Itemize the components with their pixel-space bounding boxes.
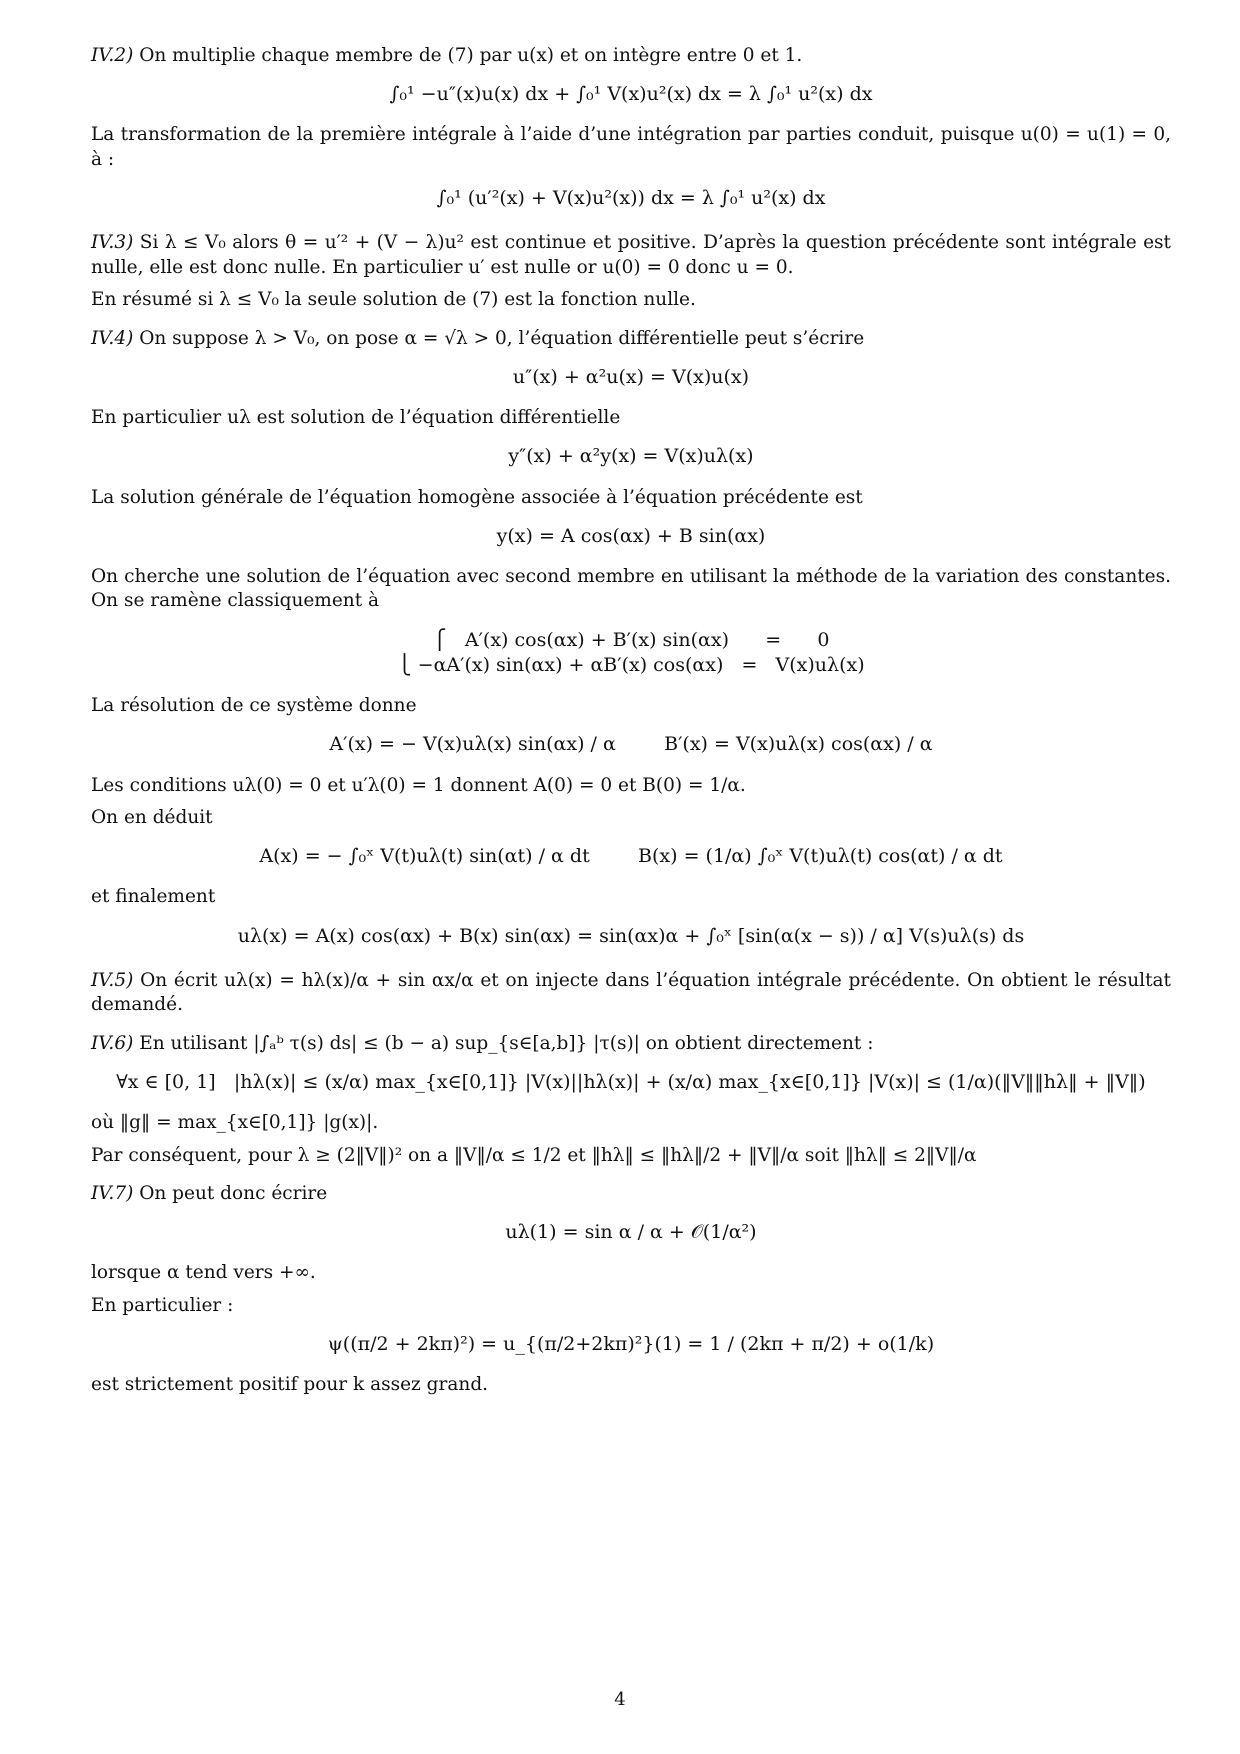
paragraph: est strictement positif pour k assez grand. xyxy=(91,1374,489,1396)
question-text: On peut donc écrire xyxy=(139,1182,328,1204)
equation: ψ((π/2 + 2kπ)²) = u_{(π/2+2kπ)²}(1) = 1 / (2kπ + π/2) + o(1/k) xyxy=(327,1333,935,1356)
paragraph: On cherche une solution de l’équation avec second membre en utilisant la méthode de la variation des constantes. On se ramène classiquement à xyxy=(91,566,1171,612)
paragraph: où ‖g‖ = max_{x∈[0,1]} |g(x)|. xyxy=(91,1112,379,1134)
equation: A(x) = − ∫₀ˣ V(t)uλ(t) sin(αt) / α dt B(x) = (1/α) ∫₀ˣ V(t)uλ(t) cos(αt) / α dt xyxy=(259,845,1003,868)
question-iv2 xyxy=(91,44,1171,68)
question-label: IV.7) xyxy=(91,1182,134,1204)
equation: u″(x) + α²u(x) = V(x)u(x) xyxy=(512,366,750,388)
question-label: IV.4) xyxy=(91,327,134,349)
question-label: IV.6) xyxy=(91,1032,134,1054)
equation: ∫₀¹ (u′²(x) + V(x)u²(x)) dx = λ ∫₀¹ u²(x) dx xyxy=(436,187,826,210)
question-iv5 xyxy=(91,969,1171,1018)
question-iv4 xyxy=(91,327,1171,351)
question-text: On suppose λ > V₀, on pose α = √λ > 0, l’équation différentielle peut s’écrire xyxy=(139,327,865,349)
paragraph: Par conséquent, pour λ ≥ (2‖V‖)² on a ‖V‖/α ≤ 1/2 et ‖hλ‖ ≤ ‖hλ‖/2 + ‖V‖/α soit ‖hλ‖ ≤ 2‖V‖/α xyxy=(91,1144,977,1166)
equation: ∀x ∈ [0, 1] |hλ(x)| ≤ (x/α) max_{x∈[0,1]} |V(x)||hλ(x)| + (x/α) max_{x∈[0,1]} |V(x)| ≤ (1/α)(‖V‖‖hλ‖ + ‖V‖) xyxy=(116,1071,1146,1094)
paragraph: On en déduit xyxy=(91,806,213,828)
equation: uλ(1) = sin α / α + 𝒪(1/α²) xyxy=(505,1221,757,1244)
paragraph: et finalement xyxy=(91,886,216,908)
equation: ∫₀¹ −u″(x)u(x) dx + ∫₀¹ V(x)u²(x) dx = λ ∫₀¹ u²(x) dx xyxy=(389,83,873,106)
page-content xyxy=(91,44,1171,1406)
paragraph: En résumé si λ ≤ V₀ la seule solution de (7) est la fonction nulle. xyxy=(91,289,696,311)
question-text: En utilisant |∫ₐᵇ τ(s) ds| ≤ (b − a) sup_{s∈[a,b]} |τ(s)| on obtient directement : xyxy=(139,1032,874,1054)
question-text: Si λ ≤ V₀ alors θ = u′² + (V − λ)u² est continue et positive. D’après la question précédente sont intégrale est nulle, elle est donc nulle. En particulier u′ est nulle or u(0) = 0 donc u = 0. xyxy=(91,232,1171,278)
question-iv3 xyxy=(91,231,1171,280)
paragraph: La résolution de ce système donne xyxy=(91,695,417,717)
equation: A′(x) = − V(x)uλ(x) sin(αx) / α B′(x) = V(x)uλ(x) cos(αx) / α xyxy=(329,733,933,756)
paragraph: La solution générale de l’équation homogène associée à l’équation précédente est xyxy=(91,486,863,508)
question-iv7 xyxy=(91,1182,1171,1206)
page-number: 4 xyxy=(614,1689,626,1710)
question-label: IV.5) xyxy=(91,969,134,991)
equation: uλ(x) = A(x) cos(αx) + B(x) sin(αx) = sin(αx)α + ∫₀ˣ [sin(α(x − s)) / α] V(s)uλ(s) ds xyxy=(237,924,1025,947)
paragraph: En particulier : xyxy=(91,1294,234,1316)
question-label: IV.3) xyxy=(91,232,134,254)
question-text: On multiplie chaque membre de (7) par u(x) et on intègre entre 0 et 1. xyxy=(139,45,803,66)
equation: y(x) = A cos(αx) + B sin(αx) xyxy=(496,524,766,547)
question-label: IV.2) xyxy=(91,45,134,66)
equation-system: ⎧ A′(x) cos(αx) + B′(x) sin(αx) = 0 ⎩ −αA′(x) sin(αx) + αB′(x) cos(αx) = V(x)uλ(x) xyxy=(397,628,865,676)
paragraph: La transformation de la première intégrale à l’aide d’une intégration par parties conduit, puisque u(0) = u(1) = 0, à : xyxy=(91,124,1171,170)
question-iv6 xyxy=(91,1032,1171,1056)
paragraph: lorsque α tend vers +∞. xyxy=(91,1262,316,1284)
paragraph: En particulier uλ est solution de l’équation différentielle xyxy=(91,407,621,429)
equation: y″(x) + α²y(x) = V(x)uλ(x) xyxy=(508,445,754,468)
paragraph: Les conditions uλ(0) = 0 et u′λ(0) = 1 donnent A(0) = 0 et B(0) = 1/α. xyxy=(91,774,746,796)
question-text: On écrit uλ(x) = hλ(x)/α + sin αx/α et on injecte dans l’équation intégrale précédente. On obtient le résultat demandé. xyxy=(91,969,1171,1016)
